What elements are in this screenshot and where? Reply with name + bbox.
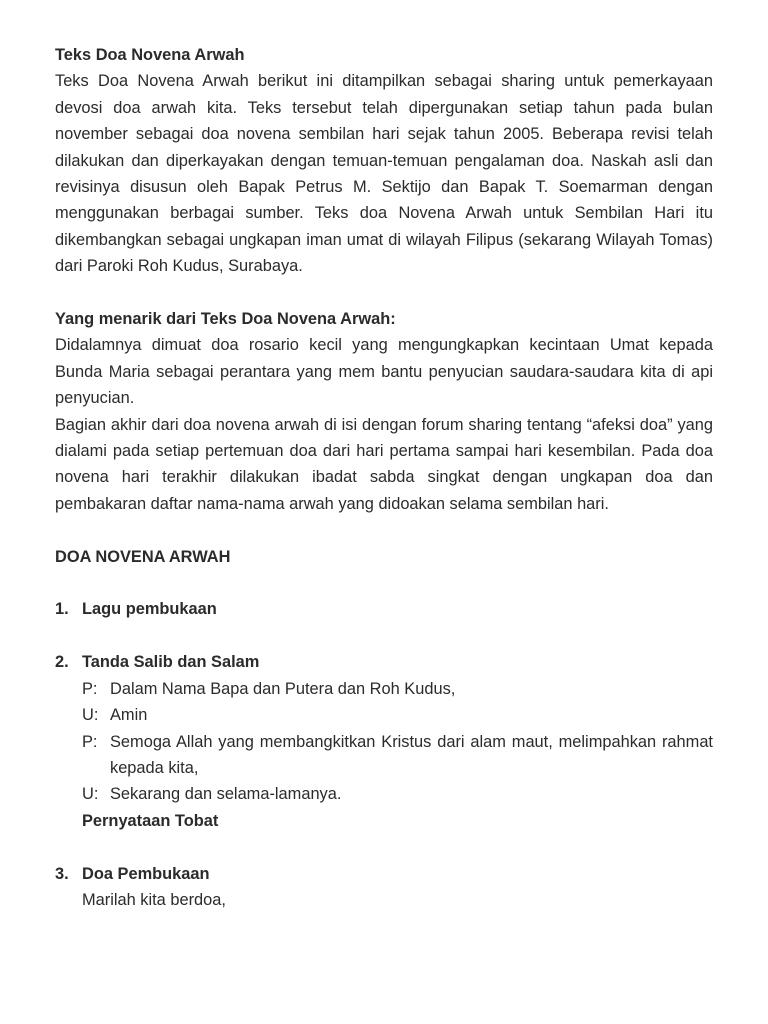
prayer-title: DOA NOVENA ARWAH <box>55 547 231 566</box>
list-number: 3. <box>55 864 69 883</box>
dialog-row <box>82 729 713 782</box>
spacer <box>55 517 713 543</box>
interesting-paragraph-2: Bagian akhir dari doa novena arwah di isi dengan forum sharing tentang “afeksi doa” yang dialami pada setiap pertemuan doa dari hari pertama sampai hari kesembilan. Pada doa novena hari terakhir dilakukan ibadat sabda singkat dengan ungkapan doa dan pembakaran daftar nama-nama arwah yang didoakan selama sembilan hari. <box>55 415 713 513</box>
list-item-1 <box>55 596 713 622</box>
dialog-row <box>82 702 713 728</box>
list-item-3 <box>55 861 713 887</box>
speaker-label: U: <box>82 706 99 725</box>
prayer-line: Marilah kita berdoa, <box>82 890 226 909</box>
list-item-2 <box>55 649 713 675</box>
document-page <box>55 42 713 913</box>
list-number: 1. <box>55 600 69 619</box>
dialog-row <box>82 676 713 702</box>
dialog-text: Semoga Allah yang membangkitkan Kristus dari alam maut, melimpahkan rahmat kepada kita, <box>110 732 713 777</box>
dialog-text: Sekarang dan selama-lamanya. <box>110 785 342 804</box>
interesting-title: Yang menarik dari Teks Doa Novena Arwah: <box>55 310 396 329</box>
list-title: Tanda Salib dan Salam <box>82 653 260 672</box>
list-title: Lagu pembukaan <box>82 600 217 619</box>
speaker-label: P: <box>82 679 98 698</box>
list-number: 2. <box>55 653 69 672</box>
dialog-block <box>82 676 713 834</box>
spacer <box>55 570 713 596</box>
intro-title: Teks Doa Novena Arwah <box>55 46 245 64</box>
dialog-text: Dalam Nama Bapa dan Putera dan Roh Kudus, <box>110 679 456 698</box>
dialog-row <box>82 781 713 807</box>
spacer <box>55 834 713 860</box>
spacer <box>55 280 713 306</box>
speaker-label: P: <box>82 732 98 751</box>
intro-paragraph: Teks Doa Novena Arwah berikut ini ditampilkan sebagai sharing untuk pemerkayaan devosi doa arwah kita. Teks tersebut telah dipergunakan setiap tahun pada bulan november sebagai doa novena sembilan hari sejak tahun 2005. Beberapa revisi telah dilakukan dan diperkayakan dengan temuan-temuan pengalaman doa. Naskah asli dan revisinya disusun oleh Bapak Petrus M. Sektijo dan Bapak T. Soemarman dengan menggunakan berbagai sumber. Teks doa Novena Arwah untuk Sembilan Hari itu dikembangkan sebagai ungkapan iman umat di wilayah Filipus (sekarang Wilayah Tomas) dari Paroki Roh Kudus, Surabaya. <box>55 72 713 276</box>
speaker-label: U: <box>82 785 99 804</box>
subheading: Pernyataan Tobat <box>82 811 219 830</box>
list-title: Doa Pembukaan <box>82 864 210 883</box>
interesting-paragraph-1: Didalamnya dimuat doa rosario kecil yang mengungkapkan kecintaan Umat kepada Bunda Maria sebagai perantara yang mem bantu penyucian saudara-saudara kita di api penyucian. <box>55 336 713 408</box>
dialog-text: Amin <box>110 706 148 725</box>
spacer <box>55 623 713 649</box>
